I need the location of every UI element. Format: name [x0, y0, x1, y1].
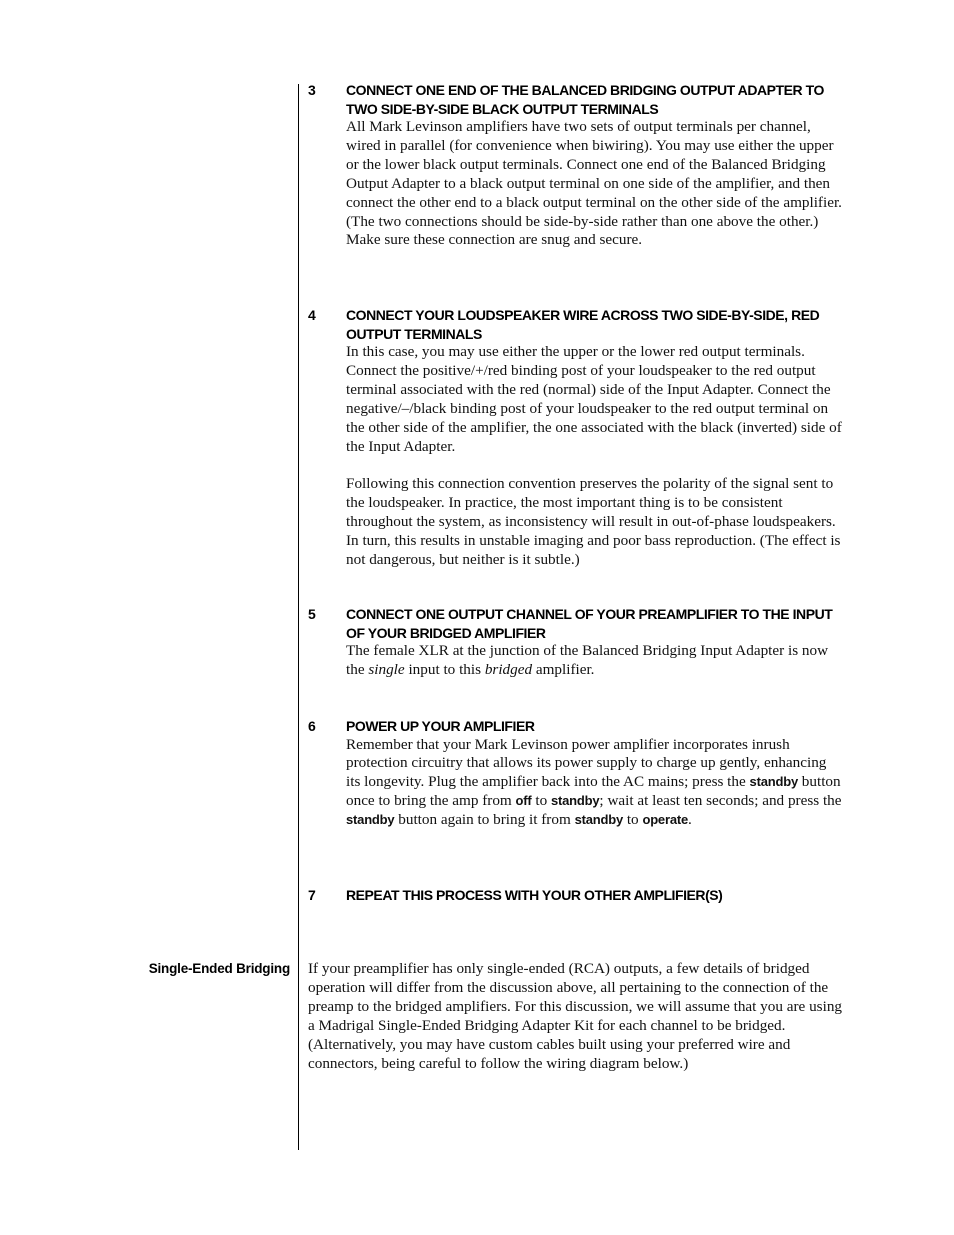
step-heading: CONNECT ONE END OF THE BALANCED BRIDGING OUTPUT ADAPTER TO TWO SIDE-BY-SIDE BLACK OUTPUT TERMINALS: [346, 82, 824, 117]
body-text: button once to bring the amp from: [346, 773, 841, 810]
step-3: [308, 81, 844, 250]
body-text: input to this: [404, 660, 485, 678]
step-heading: REPEAT THIS PROCESS WITH YOUR OTHER AMPLIFIER(S): [346, 887, 723, 903]
body-text: amplifier.: [532, 660, 595, 678]
step-paragraph: All Mark Levinson amplifiers have two sets of output terminals per channel, wired in parallel (for convenience when biwiring). You may use either the upper or the lower black output terminals. Connect one end of the Balanced Bridging Output Adapter to a black output terminal on one side of the amplifier, and then connect the other end to a black output terminal on the other side of the amplifier. (The two connections should be side-by-side rather than one above the other.) Make sure these connection are snug and secure.: [346, 118, 842, 249]
body-text: to: [623, 811, 643, 829]
body-text: to: [531, 792, 551, 810]
step-body: [346, 343, 844, 569]
step-number: 5: [308, 606, 316, 622]
keyword-standby: standby: [550, 793, 600, 809]
step-5: [308, 605, 844, 680]
body-text: The female XLR at the junction of the Balanced Bridging Input Adapter is now the: [346, 642, 829, 678]
keyword-standby: standby: [749, 774, 798, 790]
emphasis-bridged: bridged: [484, 660, 533, 678]
step-body: [346, 736, 844, 831]
keyword-standby: standby: [346, 812, 395, 828]
step-number: 7: [308, 887, 316, 903]
section-label: Single-Ended Bridging: [148, 961, 290, 976]
step-number: 4: [308, 307, 316, 323]
step-paragraph: Following this connection convention preserves the polarity of the signal sent to the loudspeaker. In practice, the most important thing is to be consistent throughout the system, as inconsistency will result in out-of-phase loudspeakers. In turn, this results in unstable imaging and poor bass reproduction. (The effect is not dangerous, but neither is it subtle.): [346, 474, 841, 568]
keyword-operate: operate: [642, 812, 689, 828]
body-text: .: [688, 811, 692, 829]
step-paragraph: [346, 736, 844, 831]
step-body: [346, 118, 844, 250]
step-4: [308, 306, 844, 569]
body-text: ; wait at least ten seconds; and press the: [599, 792, 842, 810]
step-7: [308, 886, 844, 905]
step-number: 6: [308, 718, 316, 734]
step-body: [346, 642, 844, 680]
margin-rule: [298, 84, 299, 1150]
emphasis-single: single: [368, 660, 405, 678]
body-text: button again to bring it from: [394, 811, 575, 829]
step-heading: CONNECT ONE OUTPUT CHANNEL OF YOUR PREAMPLIFIER TO THE INPUT OF YOUR BRIDGED AMPLIFIER: [346, 606, 833, 641]
keyword-standby: standby: [574, 812, 624, 828]
section-paragraph: If your preamplifier has only single-ended (RCA) outputs, a few details of bridged operation will differ from the discussion above, all pertaining to the connection of the preamp to the bridged amplifiers. For this discussion, we will assume that you are using a Madrigal Single-Ended Bridging Adapter Kit for each channel to be bridged. (Alternatively, you may have custom cables built using your preferred wire and connectors, being careful to follow the wiring diagram below.): [308, 960, 843, 1072]
body-text: Remember that your Mark Levinson power amplifier incorporates inrush protection circuitry that allows its power supply to charge up gently, enhancing its longevity. Plug the amplifier back into the AC mains; press the: [346, 735, 827, 791]
step-number: 3: [308, 82, 316, 98]
step-heading: POWER UP YOUR AMPLIFIER: [346, 718, 535, 734]
step-paragraph: In this case, you may use either the upper or the lower red output terminals. Connect the positive/+/red binding post of your loudspeaker to the red output terminal associated with the red (normal) side of the Input Adapter. Connect the negative/–/black binding post of your loudspeaker to the red output terminal on the other side of the amplifier, the one associated with the black (inverted) side of the Input Adapter.: [346, 343, 842, 455]
step-heading: CONNECT YOUR LOUDSPEAKER WIRE ACROSS TWO SIDE-BY-SIDE, RED OUTPUT TERMINALS: [346, 307, 820, 342]
keyword-off: off: [515, 793, 532, 809]
step-paragraph: [346, 642, 844, 680]
step-6: [308, 717, 844, 830]
